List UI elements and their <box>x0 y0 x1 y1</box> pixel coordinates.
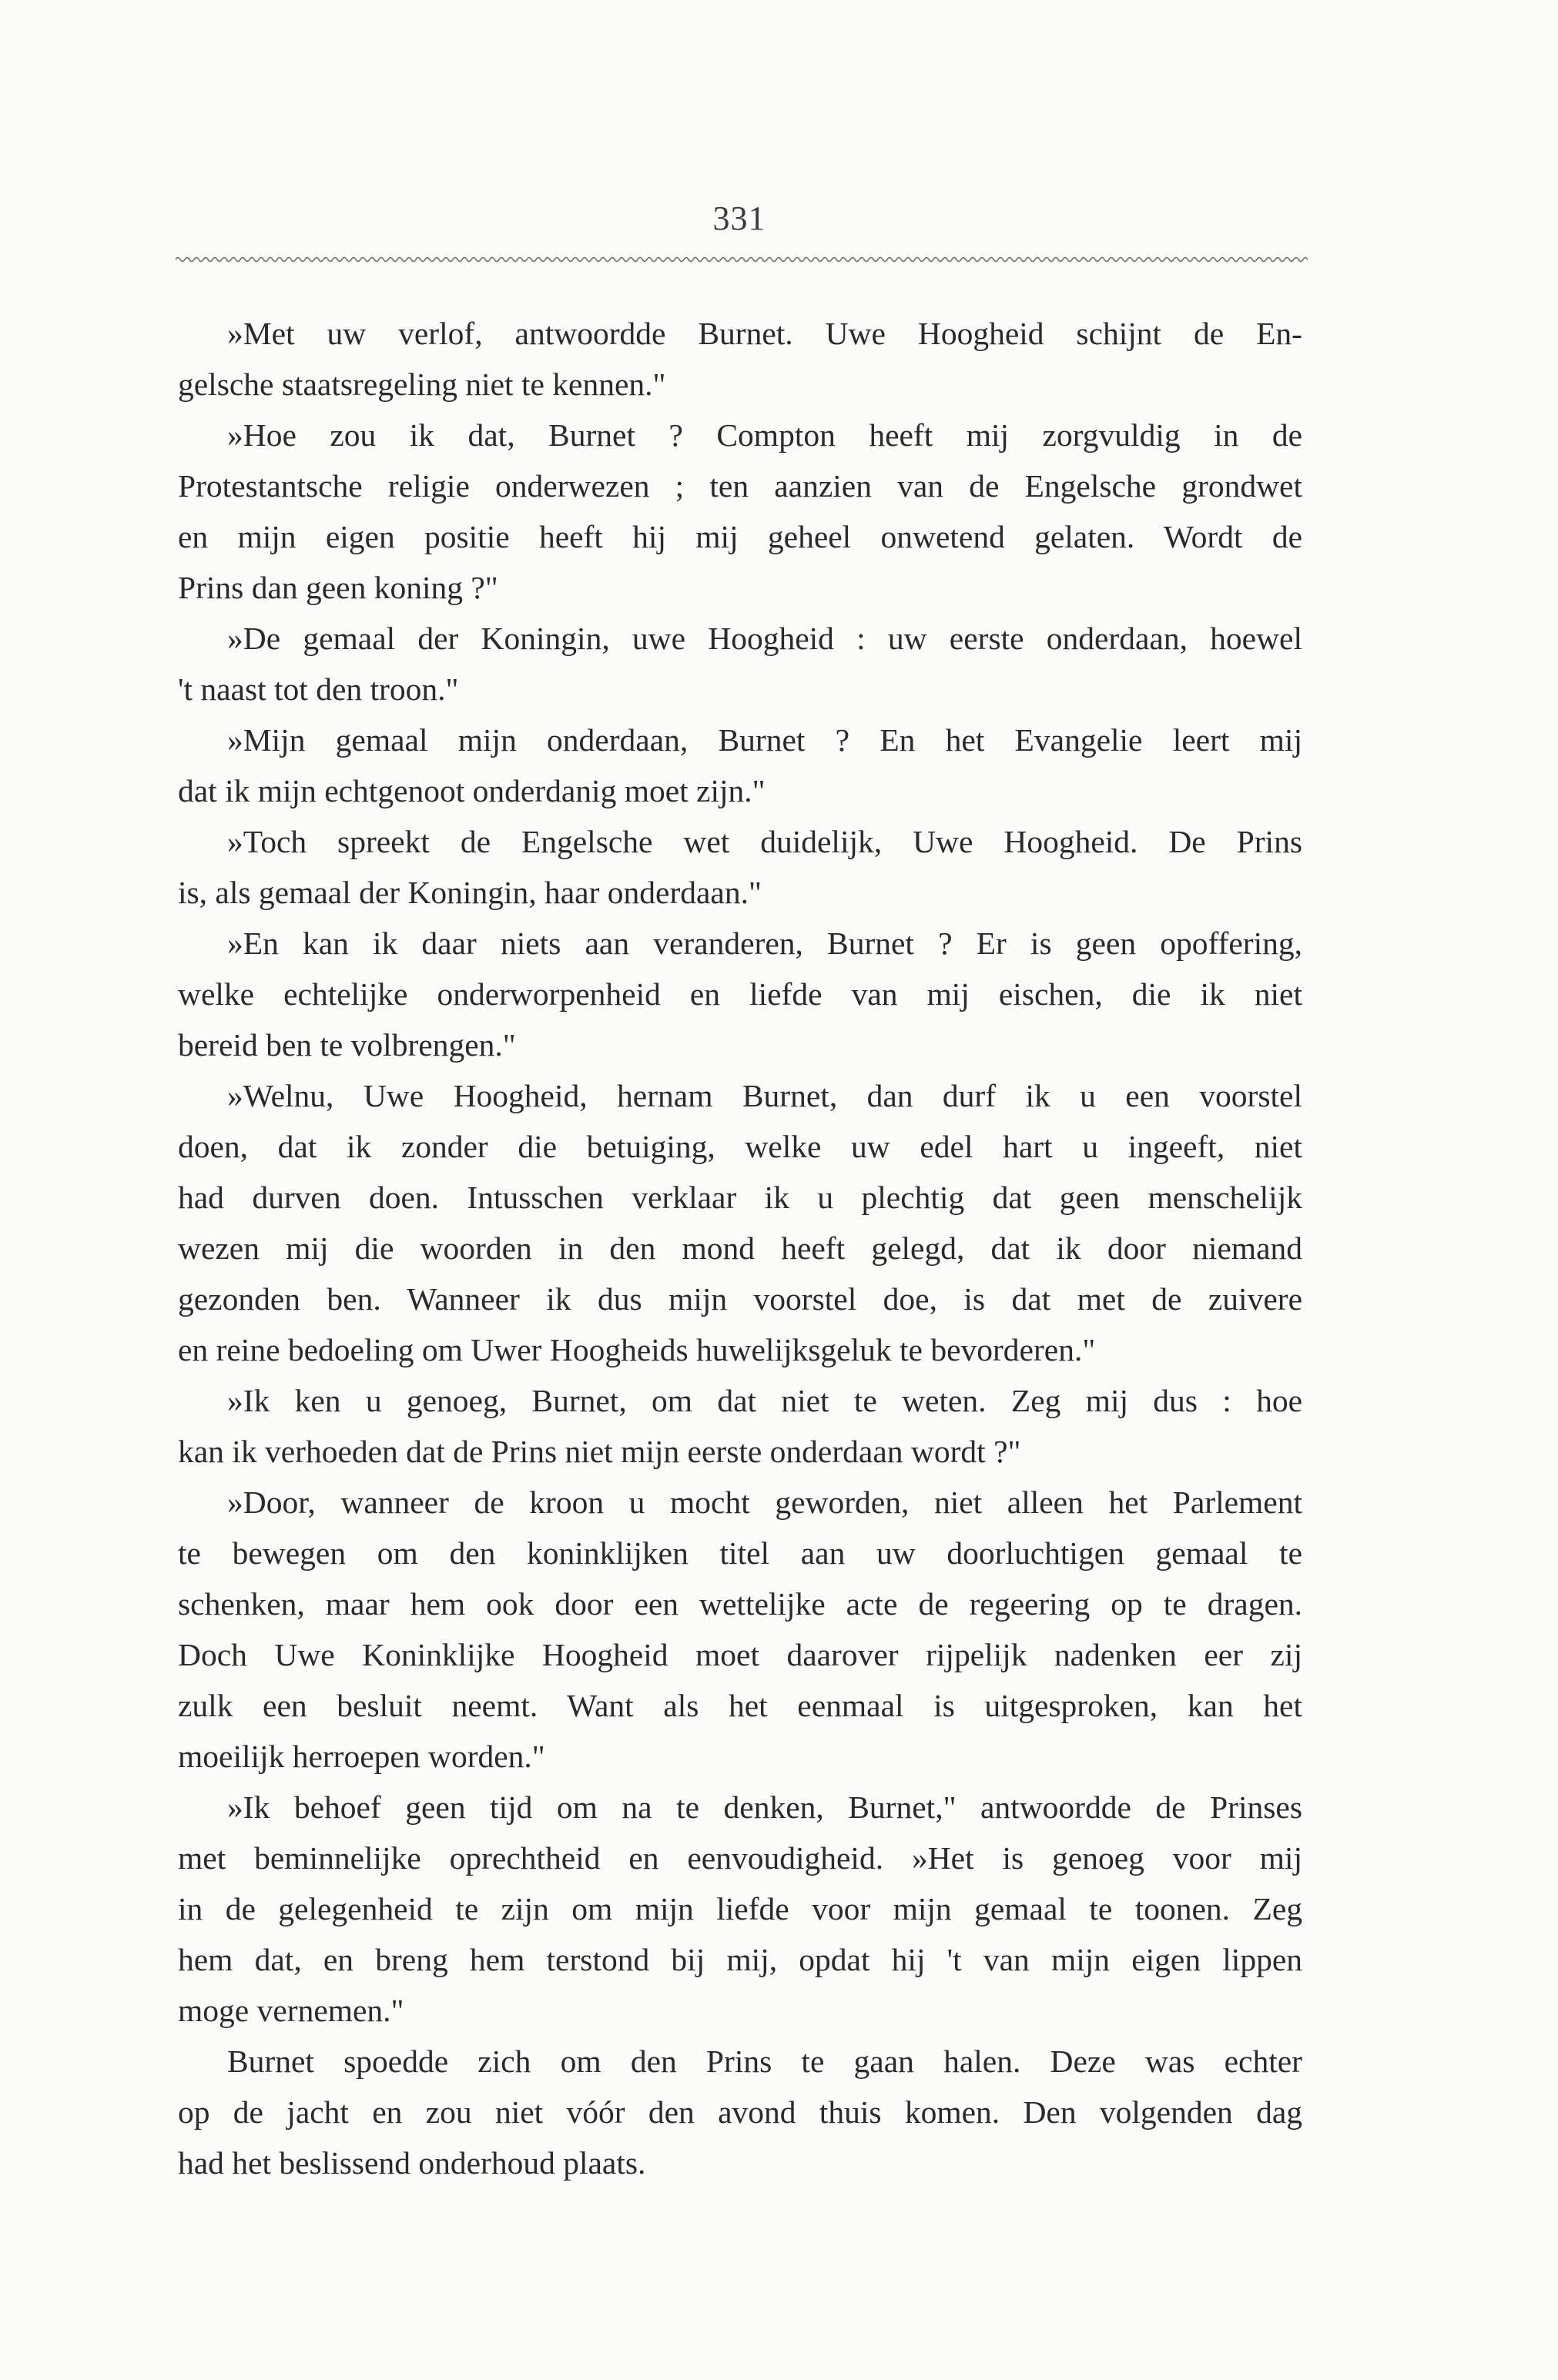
text-line: hem dat, en breng hem terstond bij mij, opdat hij 't van mijn eigen lippen <box>178 1942 1302 1977</box>
text-line: »Met uw verlof, antwoordde Burnet. Uwe Hoogheid schijnt de En- <box>227 316 1302 351</box>
wavy-rule <box>176 254 1308 265</box>
text-line: »Welnu, Uwe Hoogheid, hernam Burnet, dan durf ik u een voorstel <box>227 1078 1302 1113</box>
text-line: dat ik mijn echtgenoot onderdanig moet zijn." <box>178 773 766 808</box>
text-line: »Toch spreekt de Engelsche wet duidelijk, Uwe Hoogheid. De Prins <box>227 824 1302 859</box>
text-line: moge vernemen." <box>178 1993 404 2028</box>
paragraph <box>178 410 1302 613</box>
text-line: zulk een besluit neemt. Want als het eenmaal is uitgesproken, kan het <box>178 1688 1302 1723</box>
body-text <box>178 308 1302 2188</box>
text-line: te bewegen om den koninklijken titel aan uw doorluchtigen gemaal te <box>178 1535 1302 1571</box>
text-line: »Mijn gemaal mijn onderdaan, Burnet ? En het Evangelie leert mij <box>227 722 1302 758</box>
text-line: Prins dan geen koning ?" <box>178 570 498 605</box>
paragraph <box>178 816 1302 918</box>
text-line: »Door, wanneer de kroon u mocht geworden, niet alleen het Parlement <box>227 1485 1302 1520</box>
text-line: en mijn eigen positie heeft hij mij geheel onwetend gelaten. Wordt de <box>178 519 1302 554</box>
paragraph <box>178 918 1302 1070</box>
text-line: bereid ben te volbrengen." <box>178 1027 516 1063</box>
paragraph <box>178 613 1302 715</box>
paragraph <box>178 1782 1302 2036</box>
text-line: doen, dat ik zonder die betuiging, welke uw edel hart u ingeeft, niet <box>178 1129 1302 1164</box>
text-line: gelsche staatsregeling niet te kennen." <box>178 367 666 402</box>
text-line: met beminnelijke oprechtheid en eenvoudigheid. »Het is genoeg voor mij <box>178 1840 1302 1876</box>
text-line: Doch Uwe Koninklijke Hoogheid moet daarover rijpelijk nadenken eer zij <box>178 1637 1302 1672</box>
text-line: »Ik behoef geen tijd om na te denken, Burnet," antwoordde de Prinses <box>227 1789 1302 1825</box>
text-line: in de gelegenheid te zijn om mijn liefde voor mijn gemaal te toonen. Zeg <box>178 1891 1302 1926</box>
paragraph <box>178 2036 1302 2188</box>
text-line: moeilijk herroepen worden." <box>178 1739 545 1774</box>
text-line: welke echtelijke onderworpenheid en liefde van mij eischen, die ik niet <box>178 976 1302 1012</box>
text-line: schenken, maar hem ook door een wettelijke acte de regeering op te dragen. <box>178 1586 1302 1622</box>
text-line: »Ik ken u genoeg, Burnet, om dat niet te weten. Zeg mij dus : hoe <box>227 1383 1302 1418</box>
paragraph <box>178 715 1302 816</box>
text-line: wezen mij die woorden in den mond heeft gelegd, dat ik door niemand <box>178 1230 1302 1266</box>
text-line: »En kan ik daar niets aan veranderen, Burnet ? Er is geen opoffering, <box>227 926 1302 961</box>
text-line: Burnet spoedde zich om den Prins te gaan halen. Deze was echter <box>227 2044 1302 2079</box>
text-line: »De gemaal der Koningin, uwe Hoogheid : uw eerste onderdaan, hoewel <box>227 621 1302 656</box>
text-line: had durven doen. Intusschen verklaar ik u plechtig dat geen menschelijk <box>178 1180 1302 1215</box>
text-line: is, als gemaal der Koningin, haar onderdaan." <box>178 875 762 910</box>
text-line: kan ik verhoeden dat de Prins niet mijn eerste onderdaan wordt ?" <box>178 1434 1021 1469</box>
paragraph <box>178 308 1302 410</box>
text-line: op de jacht en zou niet vóór den avond thuis komen. Den volgenden dag <box>178 2094 1302 2130</box>
text-line: en reine bedoeling om Uwer Hoogheids huwelijksgeluk te bevorderen." <box>178 1332 1096 1367</box>
text-line: 't naast tot den troon." <box>178 671 459 707</box>
text-line: had het beslissend onderhoud plaats. <box>178 2145 646 2181</box>
text-line: gezonden ben. Wanneer ik dus mijn voorstel doe, is dat met de zuivere <box>178 1281 1302 1317</box>
text-line: »Hoe zou ik dat, Burnet ? Compton heeft mij zorgvuldig in de <box>227 417 1302 453</box>
page-number: 331 <box>712 199 766 237</box>
paragraph <box>178 1477 1302 1782</box>
paragraph <box>178 1375 1302 1477</box>
paragraph <box>178 1070 1302 1375</box>
text-line: Protestantsche religie onderwezen ; ten aanzien van de Engelsche grondwet <box>178 468 1302 504</box>
